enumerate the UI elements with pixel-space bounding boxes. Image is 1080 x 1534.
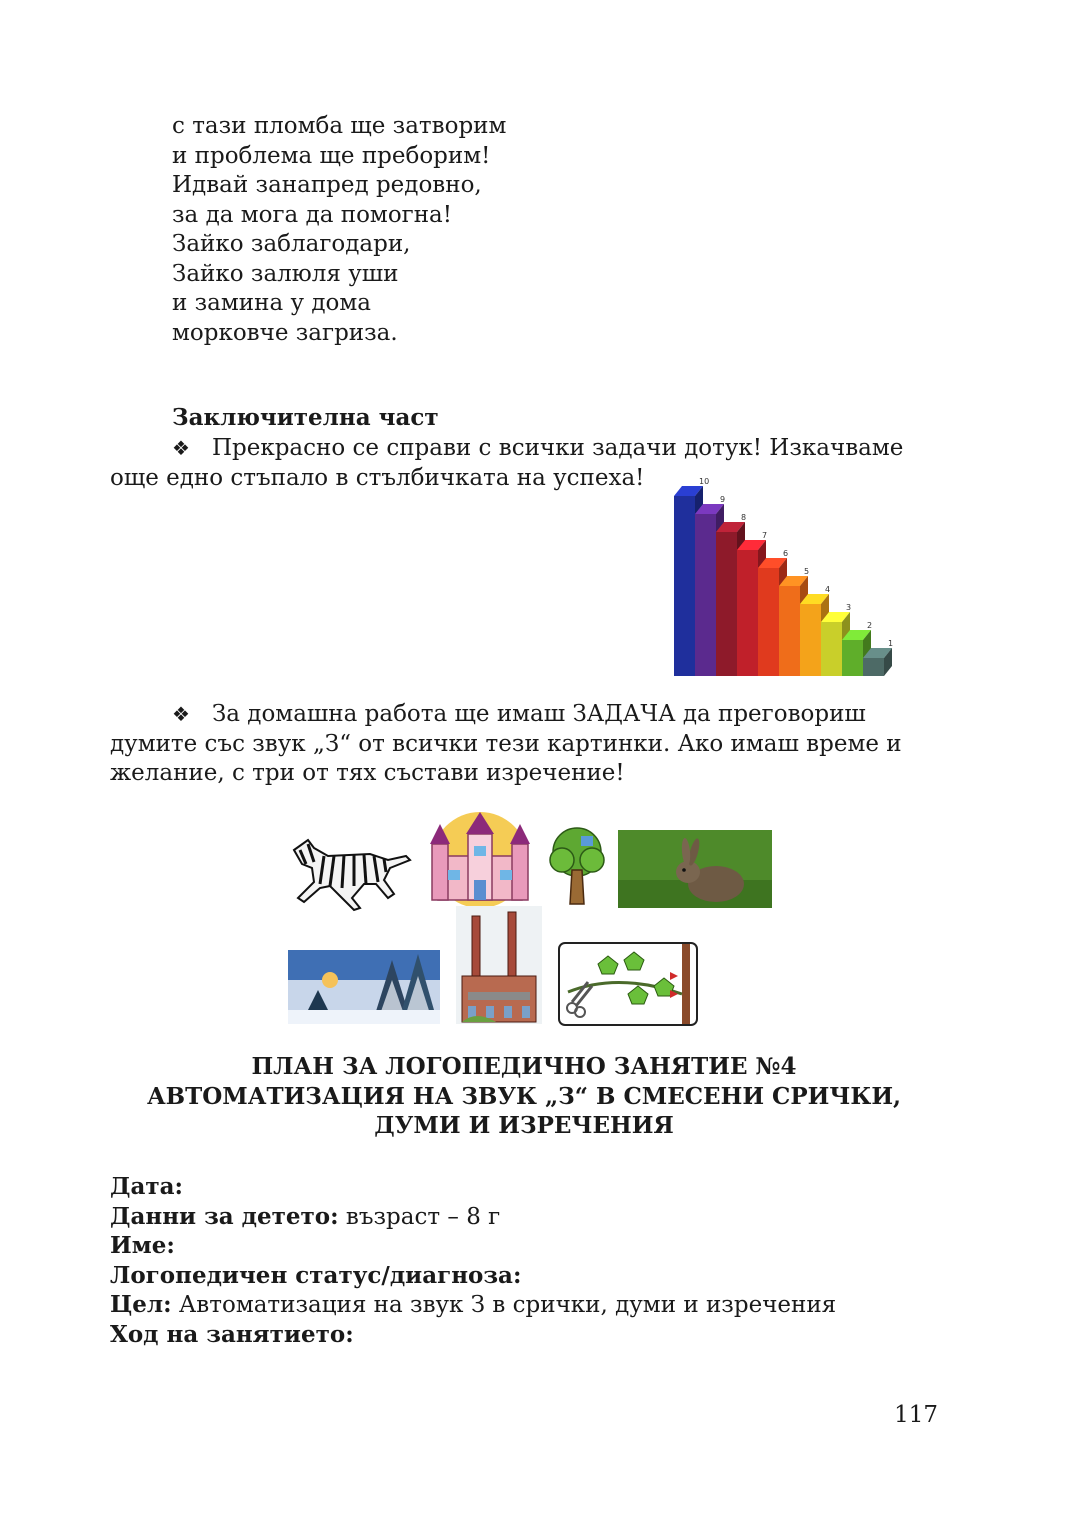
goal-row: Цел: Автоматизация на звук З в срички, думи и изречения (110, 1291, 837, 1318)
paragraph-line: желание, с три от тях състави изречение! (110, 760, 625, 786)
stair-step (842, 640, 863, 676)
stair-step (674, 496, 695, 676)
stair-label: 9 (720, 495, 726, 504)
poem-line: Зайко заблагодари, (172, 231, 411, 257)
stair-label: 3 (846, 603, 852, 612)
castle-image (424, 810, 536, 906)
lesson-plan-title (110, 1052, 938, 1141)
plan-title-line: АВТОМАТИЗАЦИЯ НА ЗВУК „З“ В СМЕСЕНИ СРИЧКИ, (146, 1082, 902, 1110)
paragraph-line: ❖ За домашна работа ще имаш ЗАДАЧА да преговориш (110, 700, 938, 730)
vine-image (558, 942, 698, 1026)
stair-label: 7 (762, 531, 768, 540)
poem-line: за да мога да помогна! (172, 201, 452, 228)
child-data-row: Данни за детето: възраст – 8 г (110, 1202, 501, 1230)
paragraph-line: още едно стъпало в стълбичката на успеха! (110, 464, 645, 491)
stair-label: 4 (825, 585, 831, 594)
stair-label: 1 (888, 639, 894, 648)
stair-label: 10 (699, 477, 710, 486)
paragraph-line: думите със звук „З“ от всички тези картинки. Ако имаш време и (110, 730, 902, 757)
poem-line: Идвай занапред редовно, (172, 172, 482, 198)
paragraph-homework (110, 700, 938, 789)
status-row: Логопедичен статус/диагноза: (110, 1261, 522, 1289)
winter-image (288, 950, 440, 1024)
stair-step (863, 658, 884, 676)
zebra-image (284, 828, 416, 910)
stair-step (800, 604, 821, 676)
bullet-icon: ❖ (172, 436, 190, 460)
poem-line: с тази пломба ще затворим (172, 113, 507, 139)
poem-line: Зайко залюля уши (172, 260, 399, 287)
stair-step (758, 568, 779, 676)
section-title: Заключителна част (172, 404, 439, 431)
tree-image (548, 826, 606, 908)
stair-label: 8 (741, 513, 747, 522)
bullet-icon: ❖ (172, 702, 190, 726)
stair-label: 6 (783, 549, 789, 558)
name-row: Име: (110, 1232, 175, 1259)
rabbit-image (618, 830, 772, 908)
date-row: Дата: (110, 1173, 183, 1200)
stair-step (821, 622, 842, 676)
stair-label: 2 (867, 621, 873, 630)
plan-title-line: ДУМИ И ИЗРЕЧЕНИЯ (374, 1112, 674, 1139)
stair-step (779, 586, 800, 676)
course-row: Ход на занятието: (110, 1320, 354, 1348)
paragraph-line: ❖ Прекрасно се справи с всички задачи дотук! Изкачваме (110, 434, 938, 464)
stair-step (737, 550, 758, 676)
stair-step (716, 532, 737, 676)
poem-line: морковче загриза. (172, 319, 398, 346)
factory-image (456, 906, 542, 1024)
stair-step (695, 514, 716, 676)
poem-line: и замина у дома (172, 290, 371, 316)
lesson-info (110, 1172, 836, 1349)
poem (172, 112, 506, 348)
page-number: 117 (894, 1402, 938, 1428)
poem-line: и проблема ще преборим! (172, 142, 491, 169)
success-stairs-image (668, 477, 918, 684)
stair-label: 5 (804, 567, 810, 576)
plan-title-line: ПЛАН ЗА ЛОГОПЕДИЧНО ЗАНЯТИЕ №4 (251, 1053, 797, 1080)
